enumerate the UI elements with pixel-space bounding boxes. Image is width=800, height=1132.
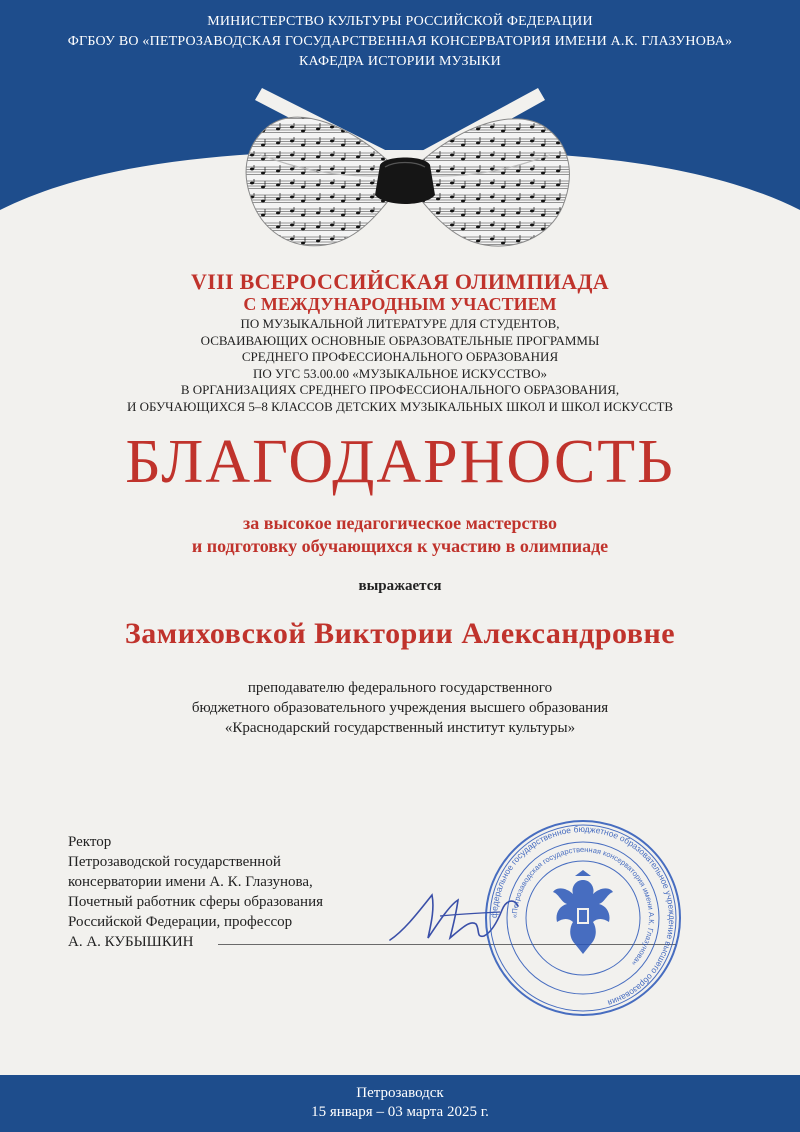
olympiad-line: ПО УГС 53.00.00 «МУЗЫКАЛЬНОЕ ИСКУССТВО»	[252, 365, 547, 381]
signatory-line: Российской Федерации, профессор	[68, 914, 293, 930]
conservatory-line: ФГБОУ ВО «ПЕТРОЗАВОДСКАЯ ГОСУДАРСТВЕННАЯ КОНСЕРВАТОРИЯ ИМЕНИ А.К. ГЛАЗУНОВА»	[67, 34, 733, 49]
signatory-line: Почетный работник сферы образования	[68, 894, 323, 910]
seal-outer-text: федеральное государственное бюджетное образовательное учреждение высшего образования	[488, 823, 678, 1009]
expressed-label: выражается	[358, 578, 442, 594]
footer-city: Петрозаводск	[356, 1085, 444, 1101]
award-reason	[0, 512, 800, 558]
olympiad-line: И ОБУЧАЮЩИХСЯ 5–8 КЛАССОВ ДЕТСКИХ МУЗЫКАЛЬНЫХ ШКОЛ И ШКОЛ ИСКУССТВ	[126, 398, 674, 414]
ministry-line: МИНИСТЕРСТВО КУЛЬТУРЫ РОССИЙСКОЙ ФЕДЕРАЦИИ	[207, 14, 593, 29]
issuer-header	[0, 12, 800, 72]
recipient-position	[0, 678, 800, 738]
footer-dates: 15 января – 03 марта 2025 г.	[311, 1104, 489, 1120]
position-line: бюджетного образовательного учреждения высшего образования	[191, 700, 609, 716]
seal-inner-text: «Петрозаводская государственная консерватория имени А.К. Глазунова»	[509, 844, 657, 968]
double-headed-eagle-emblem	[553, 870, 613, 954]
reason-line: за высокое педагогическое мастерство	[243, 513, 557, 533]
reason-line: и подготовку обучающихся к участию в олимпиаде	[191, 536, 609, 556]
signatory-block	[68, 832, 323, 952]
bowtie-illustration	[230, 95, 580, 265]
olympiad-line: СРЕДНЕГО ПРОФЕССИОНАЛЬНОГО ОБРАЗОВАНИЯ	[241, 349, 559, 364]
position-line: преподавателю федерального государственного	[247, 680, 553, 696]
olympiad-line: В ОРГАНИЗАЦИЯХ СРЕДНЕГО ПРОФЕССИОНАЛЬНОГО ОБРАЗОВАНИЯ,	[180, 382, 620, 397]
signatory-name: А. А. КУБЫШКИН	[68, 934, 194, 950]
signatory-line: консерватории имени А. К. Глазунова,	[68, 874, 313, 890]
position-line: «Краснодарский государственный институт культуры»	[224, 720, 576, 736]
olympiad-title: VIII ВСЕРОССИЙСКАЯ ОЛИМПИАДА	[191, 269, 609, 294]
official-seal	[483, 818, 683, 1018]
olympiad-block	[0, 270, 800, 415]
signatory-line: Петрозаводской государственной	[68, 854, 281, 870]
footer-bar	[0, 1075, 800, 1132]
olympiad-line: ОСВАИВАЮЩИХ ОСНОВНЫЕ ОБРАЗОВАТЕЛЬНЫЕ ПРОГРАММЫ	[200, 332, 600, 348]
department-line: КАФЕДРА ИСТОРИИ МУЗЫКИ	[298, 54, 501, 69]
olympiad-line: ПО МУЗЫКАЛЬНОЙ ЛИТЕРАТУРЕ ДЛЯ СТУДЕНТОВ,	[240, 316, 560, 331]
olympiad-description	[0, 316, 800, 415]
award-title: БЛАГОДАРНОСТЬ	[125, 428, 675, 496]
signatory-line: Ректор	[68, 834, 112, 850]
recipient-name: Замиховской Виктории Александровне	[124, 617, 676, 650]
olympiad-subtitle: С МЕЖДУНАРОДНЫМ УЧАСТИЕМ	[243, 294, 557, 314]
